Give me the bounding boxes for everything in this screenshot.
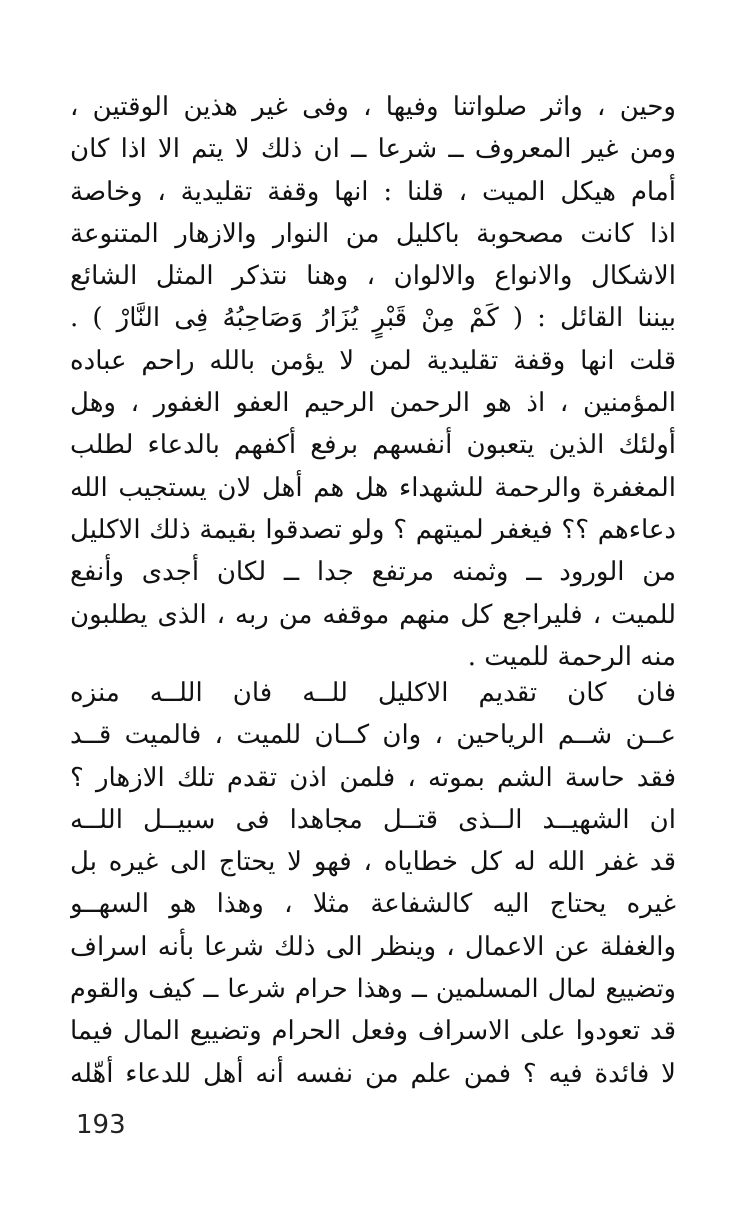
text-line: غيره يحتاج اليه كالشفاعة مثلا ، وهذا هو السهــو (70, 889, 676, 920)
text-line: قلت انها وقفة تقليدية لمن لا يؤمن بالله راحم عباده (70, 345, 676, 376)
text-line: وتضييع لمال المسلمين ــ وهذا حرام شرعا ــ كيف والقوم (70, 974, 676, 1005)
text-line: فان كان تقديم الاكليل للــه فان اللــه منزه (70, 678, 676, 708)
text-line: المؤمنين ، اذ هو الرحمن الرحيم العفو الغفور ، وهل (70, 388, 676, 419)
text-line: منه الرحمة للميت . (467, 641, 676, 672)
page-number: 193 (76, 1110, 126, 1140)
paragraph-1 (70, 86, 676, 678)
text-line: دعاءهم ؟؟ فيغفر لميتهم ؟ ولو تصدقوا بقيمة ذلك الاكليل (70, 514, 676, 545)
text-line: قد تعودوا على الاسراف وفعل الحرام وتضييع المال فيما (70, 1016, 676, 1047)
text-line: من الورود ــ وثمنه مرتفع جدا ــ لكان أجدى وأنفع (70, 557, 676, 588)
paragraph-2 (70, 672, 676, 1095)
text-line: بيننا القائل : ( كَمْ مِنْ قَبْرٍ يُزَارُ وَصَاحِبُهُ فِى النَّارْ ) . (70, 303, 676, 334)
text-line: قد غفر الله له كل خطاياه ، فهو لا يحتاج الى غيره بل (70, 847, 676, 878)
text-line: وحين ، واثر صلواتنا وفيها ، وفى غير هذين الوقتين ، (70, 92, 676, 122)
text-line: فقد حاسة الشم بموته ، فلمن اذن تقدم تلك الازهار ؟ (70, 762, 676, 793)
text-line: الاشكال والانواع والالوان ، وهنا نتذكر المثل الشائع (70, 261, 676, 292)
text-line: لا فائدة فيه ؟ فمن علم من نفسه أنه أهل للدعاء أهّله (70, 1058, 676, 1089)
text-line: والغفلة عن الاعمال ، وينظر الى ذلك شرعا بأنه اسراف (70, 931, 676, 962)
text-line: أمام هيكل الميت ، قلنا : انها وقفة تقليدية ، وخاصة (70, 176, 676, 207)
text-line: للميت ، فليراجع كل منهم موقفه من ربه ، الذى يطلبون (70, 599, 676, 630)
text-line: عــن شــم الرياحين ، وان كــان للميت ، فالميت قــد (70, 720, 676, 751)
text-line: المغفرة والرحمة للشهداء هل هم أهل لان يستجيب الله (70, 472, 676, 503)
text-line: ان الشهيــد الــذى قتــل مجاهدا فى سبيــل اللــه (70, 804, 676, 835)
text-line: أولئك الذين يتعبون أنفسهم برفع أكفهم بالدعاء لطلب (70, 430, 676, 461)
text-line: اذا كانت مصحوبة باكليل من النوار والازهار المتنوعة (70, 218, 676, 249)
text-line: ومن غير المعروف ــ شرعا ــ ان ذلك لا يتم الا اذا كان (70, 134, 676, 165)
